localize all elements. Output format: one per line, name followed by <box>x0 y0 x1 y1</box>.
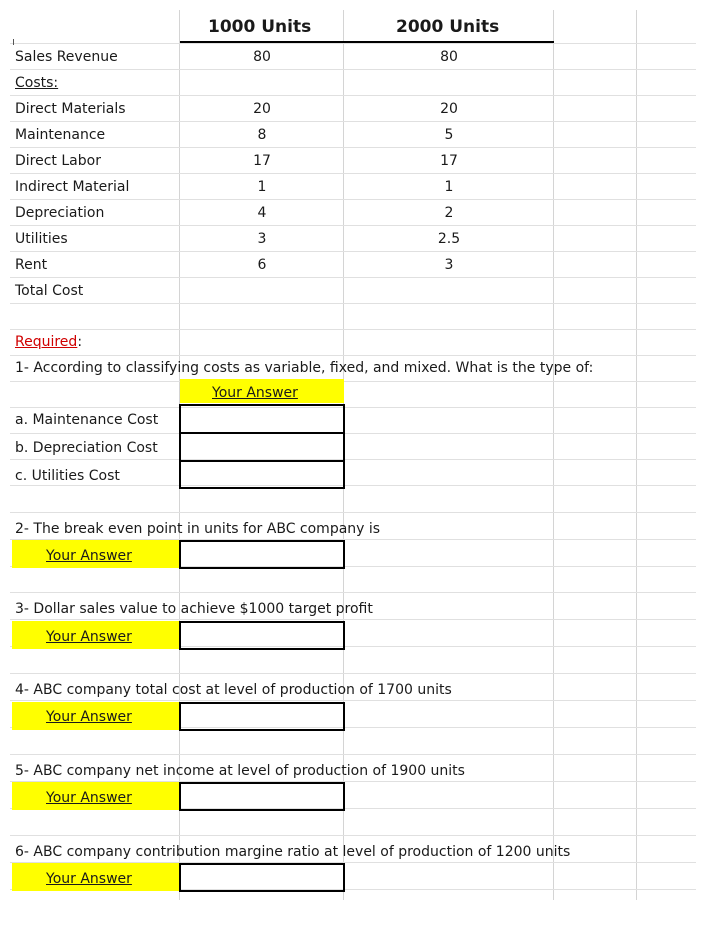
question-2: 2- The break even point in units for ABC company is <box>15 521 381 537</box>
answer-label: Your Answer <box>46 548 132 564</box>
answer-box-maintenance[interactable] <box>179 404 345 434</box>
answer-label: Your Answer <box>46 790 132 806</box>
answer-label: Your Answer <box>46 871 132 887</box>
header-underline <box>180 41 554 43</box>
required-colon: : <box>77 334 83 350</box>
answer-label: Your Answer <box>46 709 132 725</box>
gridline <box>10 407 696 408</box>
gridline <box>10 225 696 226</box>
gridline <box>10 754 696 755</box>
value-1000: 17 <box>253 153 271 169</box>
header-2000-units: 2000 Units <box>396 17 500 37</box>
row-label-total-cost: Total Cost <box>15 283 84 299</box>
answer-box-q4[interactable] <box>179 702 345 731</box>
row-label-depreciation: Depreciation <box>15 205 105 221</box>
q1-item-maintenance: a. Maintenance Cost <box>15 412 159 428</box>
gridline <box>10 485 696 486</box>
gridline <box>10 69 696 70</box>
header-1000-units: 1000 Units <box>208 17 312 37</box>
gridline <box>10 147 696 148</box>
row-label-direct-labor: Direct Labor <box>15 153 101 169</box>
q1-item-utilities: c. Utilities Cost <box>15 468 120 484</box>
gridline <box>10 619 696 620</box>
question-1: 1- According to classifying costs as variable, fixed, and mixed. What is the type of: <box>15 360 594 376</box>
value-1000: 6 <box>257 257 267 273</box>
required-label: Required <box>15 334 78 350</box>
value-2000: 2.5 <box>437 231 461 247</box>
gridline <box>10 251 696 252</box>
gridline <box>10 199 696 200</box>
value-1000: 20 <box>253 101 271 117</box>
gridline <box>10 95 696 96</box>
row-label-rent: Rent <box>15 257 48 273</box>
value-2000: 17 <box>440 153 458 169</box>
value-1000: 1 <box>257 179 267 195</box>
gridline <box>10 835 696 836</box>
question-4: 4- ABC company total cost at level of production of 1700 units <box>15 682 452 698</box>
question-3: 3- Dollar sales value to achieve $1000 target profit <box>15 601 373 617</box>
tick-mark <box>13 39 14 45</box>
gridline <box>10 433 696 434</box>
gridline <box>10 700 696 701</box>
row-label-sales-revenue: Sales Revenue <box>15 49 118 65</box>
value-1000: 4 <box>257 205 267 221</box>
row-label-maintenance: Maintenance <box>15 127 106 143</box>
row-label-costs: Costs: <box>15 75 59 91</box>
value-2000: 80 <box>440 49 458 65</box>
question-5: 5- ABC company net income at level of production of 1900 units <box>15 763 465 779</box>
value-1000: 3 <box>257 231 267 247</box>
gridline <box>10 673 696 674</box>
gridline <box>10 329 696 330</box>
gridline <box>10 173 696 174</box>
gridline <box>10 459 696 460</box>
gridline <box>10 303 696 304</box>
gridline <box>636 10 637 900</box>
gridline <box>10 355 696 356</box>
required-heading <box>15 333 82 351</box>
value-2000: 1 <box>444 179 454 195</box>
gridline <box>10 512 696 513</box>
answer-box-q5[interactable] <box>179 782 345 811</box>
gridline <box>553 10 554 900</box>
gridline <box>10 381 696 382</box>
gridline <box>10 121 696 122</box>
gridline <box>10 43 696 44</box>
answer-header: Your Answer <box>212 385 298 401</box>
answer-box-q2[interactable] <box>179 540 345 569</box>
value-2000: 20 <box>440 101 458 117</box>
row-label-direct-materials: Direct Materials <box>15 101 126 117</box>
value-2000: 3 <box>444 257 454 273</box>
row-label-utilities: Utilities <box>15 231 68 247</box>
gridline <box>10 277 696 278</box>
answer-box-utilities[interactable] <box>179 460 345 489</box>
gridline <box>10 592 696 593</box>
q1-item-depreciation: b. Depreciation Cost <box>15 440 158 456</box>
row-label-indirect-material: Indirect Material <box>15 179 130 195</box>
question-6: 6- ABC company contribution margine ratio at level of production of 1200 units <box>15 844 571 860</box>
value-1000: 80 <box>253 49 271 65</box>
value-2000: 5 <box>444 127 454 143</box>
answer-box-q3[interactable] <box>179 621 345 650</box>
value-1000: 8 <box>257 127 267 143</box>
value-2000: 2 <box>444 205 454 221</box>
answer-box-depreciation[interactable] <box>179 432 345 462</box>
answer-box-q6[interactable] <box>179 863 345 892</box>
answer-label: Your Answer <box>46 629 132 645</box>
